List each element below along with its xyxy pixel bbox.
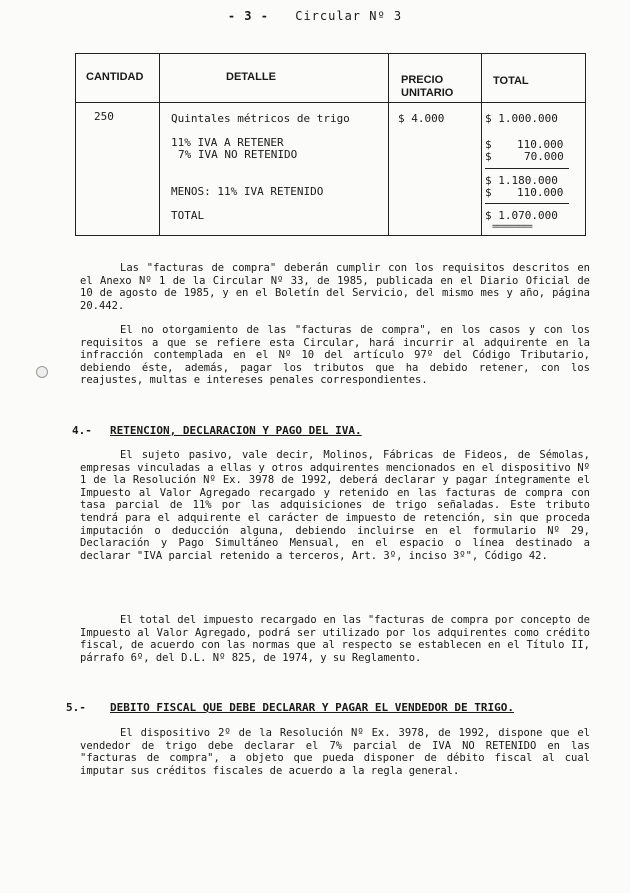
paragraph: El sujeto pasivo, vale decir, Molinos, Fábricas de Fideos, de Sémolas, empresas vinculadas a ellas y otros adquirentes mencionados en el dispositivo Nº 1 de la Resolución Nº Ex. 3978 de 1992, deberá declarar y pagar íntegramente el Impuesto al Valor Agregado recargado y retenido en las facturas de compra con tasa parcial de 11% por las adquisiciones de trigo señaladas. Este tributo tendrá para el adquirente el carácter de impuesto de retención, sin que proceda imputación o deducción alguna, debiendo incluirse en el formulario Nº 29, Declaración y Pago Simultáneo Mensual, en el espacio o línea destinado a declarar "IVA parcial retenido a terceros, Art. 3º, inciso 3º", Código 42. <box>80 449 590 562</box>
qty-cell: 250 <box>94 110 114 123</box>
detail-cell: TOTAL <box>171 209 205 222</box>
col-header-precio: PRECIO <box>401 74 444 86</box>
total-sign: $ <box>485 138 492 151</box>
detail-cell: Quintales métricos de trigo <box>171 112 350 125</box>
detail-cell: MENOS: 11% IVA RETENIDO <box>171 185 324 198</box>
total-cell: $ 1.000.000 <box>485 112 558 125</box>
section-title: DEBITO FISCAL QUE DEBE DECLARAR Y PAGAR EL VENDEDOR DE TRIGO. <box>110 701 514 714</box>
total-cell: $ 1.180.000 <box>485 174 558 187</box>
page-header <box>0 9 630 23</box>
sum-rule <box>485 203 569 204</box>
detail-cell: 11% IVA A RETENER <box>171 136 284 149</box>
total-cell: 110.000 <box>517 138 564 151</box>
total-sign: $ <box>485 186 492 199</box>
paragraph: El no otorgamiento de las "facturas de compra", en los casos y con los requisitos a que se refiere esta Circular, hará incurrir al adquirente en la infracción contemplada en el Nº 10 del artículo 97º del Código Tributario, debiendo éste, además, pagar los tributos que ha debido retener, con los reajustes, multas e intereses penales correspondientes. <box>80 324 590 387</box>
detail-cell: 7% IVA NO RETENIDO <box>178 148 298 161</box>
circular-title: Circular Nº 3 <box>295 9 403 23</box>
paragraph: Las "facturas de compra" deberán cumplir con los requisitos descritos en el Anexo Nº 1 de la Circular Nº 33, de 1985, publicada en el Diario Oficial de 10 de agosto de 1985, y en el Boletín del Servicio, del mismo mes y año, página 20.442. <box>80 262 590 312</box>
sum-rule <box>485 168 569 169</box>
col-header-total: TOTAL <box>493 75 529 87</box>
grand-total-cell: $ 1.070.000 <box>485 209 558 222</box>
invoice-table <box>75 53 586 236</box>
total-cell: 110.000 <box>517 186 564 199</box>
section-number: 4.- <box>72 424 92 437</box>
paragraph: El dispositivo 2º de la Resolución Nº Ex. 3978, de 1992, dispone que el vendedor de trigo debe declarar el 7% parcial de IVA NO RETENIDO en las "facturas de compra", a objeto que pueda disponer de débito fiscal al cual imputar sus créditos fiscales de acuerdo a la regla general. <box>80 727 590 777</box>
total-cell: 70.000 <box>524 150 564 163</box>
table-divider <box>159 54 160 235</box>
table-divider <box>481 54 482 235</box>
table-divider <box>388 54 389 235</box>
paragraph: El total del impuesto recargado en las "facturas de compra por concepto de Impuesto al Valor Agregado, podrá ser utilizado por los adquirentes como crédito fiscal, de acuerdo con las normas que al respecto se establecen en el Título II, párrafo 6º, del D.L. Nº 825, de 1974, y su Reglamento. <box>80 614 590 664</box>
punch-hole <box>36 366 48 378</box>
price-cell: $ 4.000 <box>398 112 445 125</box>
header-divider <box>76 102 585 103</box>
double-rule: ========= <box>492 222 532 232</box>
total-sign: $ <box>485 150 492 163</box>
col-header-detalle: DETALLE <box>226 71 276 83</box>
col-header-unitario: UNITARIO <box>401 87 454 99</box>
page-number: - 3 - <box>227 9 269 23</box>
section-number: 5.- <box>66 701 86 714</box>
section-title: RETENCION, DECLARACION Y PAGO DEL IVA. <box>110 424 362 437</box>
col-header-cantidad: CANTIDAD <box>86 71 144 83</box>
